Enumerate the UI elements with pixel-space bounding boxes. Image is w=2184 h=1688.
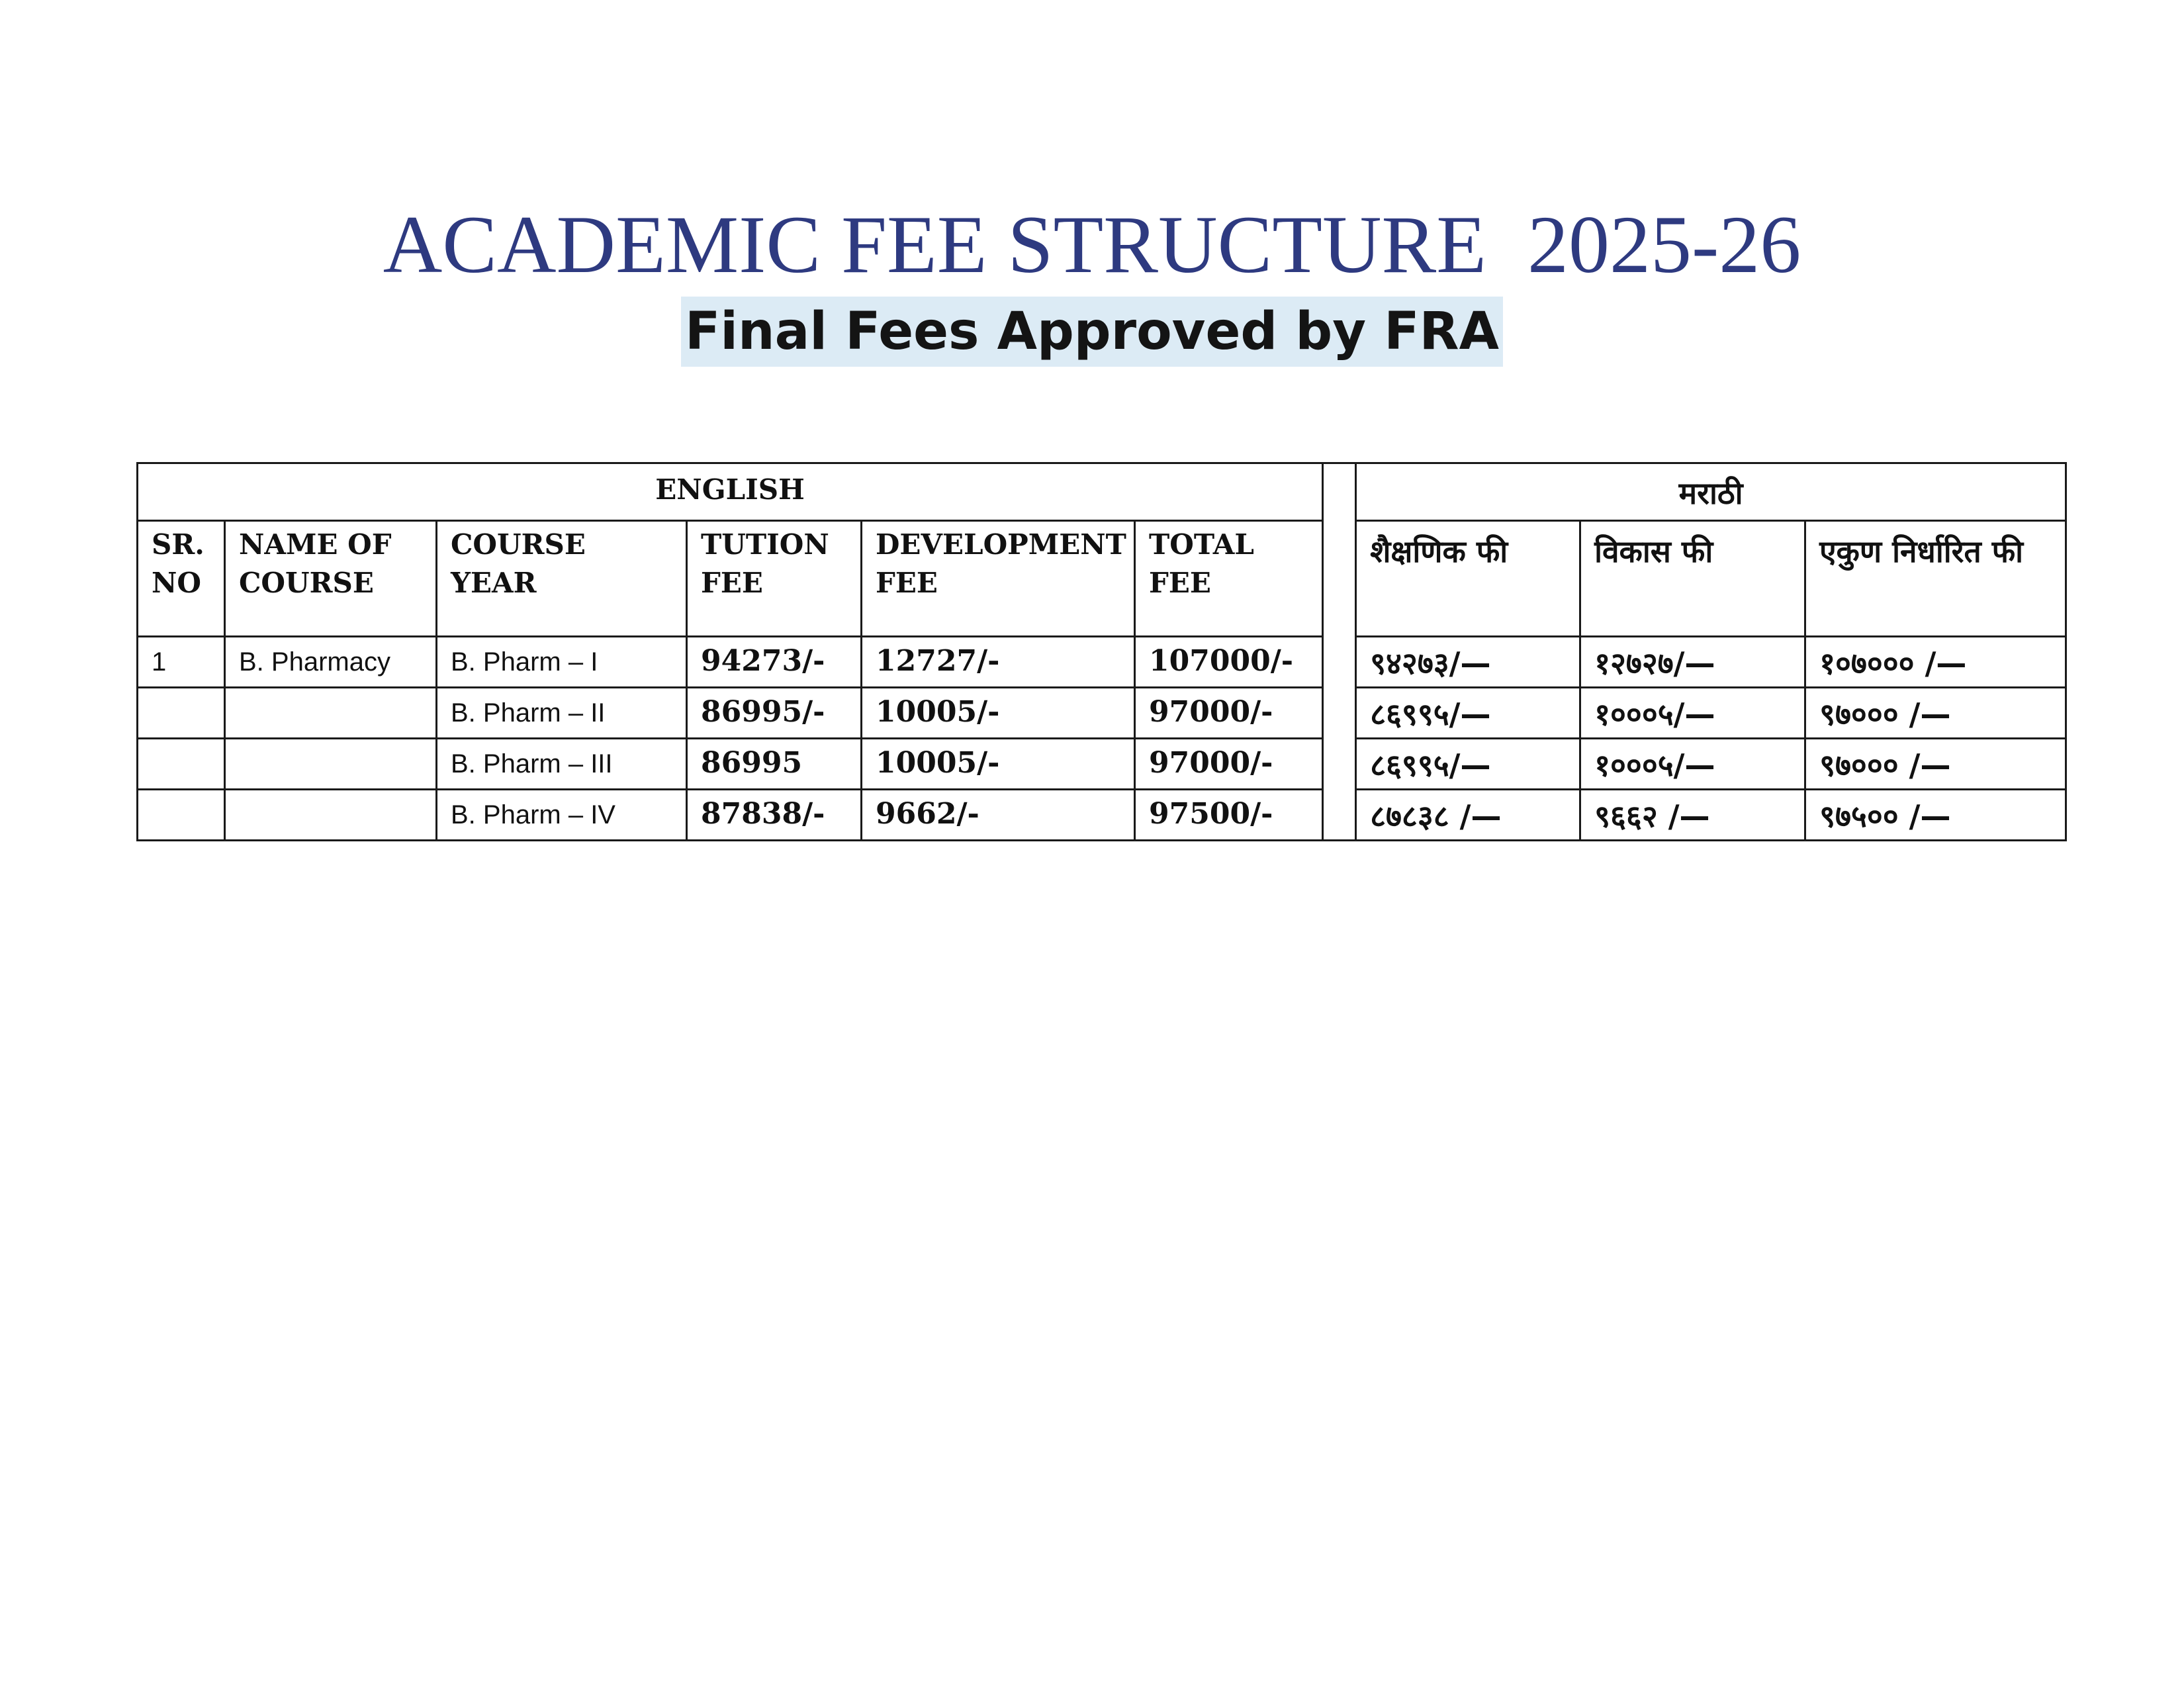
column-header-marathi-tuition: शैक्षणिक फी [1356,521,1580,637]
course-name-cell [225,739,437,790]
column-header-development-fee: DEVELOPMENT FEE [862,521,1135,637]
tuition-fee-cell: 94273/- [687,637,862,688]
column-header-course-year: COURSE YEAR [437,521,687,637]
marathi-tuition-cell: ८६९९५/— [1356,739,1580,790]
course-year-cell: B. Pharm – I [437,637,687,688]
marathi-total-cell: ९७५०० /— [1805,790,2066,841]
tuition-fee-cell: 86995 [687,739,862,790]
course-name-cell [225,790,437,841]
marathi-development-cell: १०००५/— [1580,739,1805,790]
marathi-development-cell: ९६६२ /— [1580,790,1805,841]
column-header-course-name: NAME OF COURSE [225,521,437,637]
marathi-tuition-cell: ८७८३८ /— [1356,790,1580,841]
tuition-fee-cell: 87838/- [687,790,862,841]
marathi-total-cell: ९७००० /— [1805,688,2066,739]
development-fee-cell: 12727/- [862,637,1135,688]
table-column-header-row [138,521,2066,637]
development-fee-cell: 9662/- [862,790,1135,841]
total-fee-cell: 107000/- [1135,637,1323,688]
development-fee-cell: 10005/- [862,688,1135,739]
table-row [138,688,2066,739]
table-group-header-row [138,463,2066,521]
section-divider-cell [1323,463,1356,841]
table-row [138,739,2066,790]
marathi-total-cell: ९७००० /— [1805,739,2066,790]
sr-no-cell: 1 [138,637,225,688]
marathi-tuition-cell: ८६९९५/— [1356,688,1580,739]
marathi-section-header: मराठी [1356,463,2066,521]
marathi-development-cell: १२७२७/— [1580,637,1805,688]
column-header-marathi-development: विकास फी [1580,521,1805,637]
marathi-tuition-cell: ९४२७३/— [1356,637,1580,688]
marathi-total-cell: १०७००० /— [1805,637,2066,688]
column-header-total-fee: TOTAL FEE [1135,521,1323,637]
total-fee-cell: 97000/- [1135,688,1323,739]
fee-table [136,462,2067,841]
sr-no-cell [138,688,225,739]
sr-no-cell [138,790,225,841]
english-section-header: ENGLISH [138,463,1323,521]
page-subtitle: Final Fees Approved by FRA [681,297,1503,367]
total-fee-cell: 97000/- [1135,739,1323,790]
table-row [138,790,2066,841]
course-name-cell: B. Pharmacy [225,637,437,688]
column-header-marathi-total: एकुण निर्धारित फी [1805,521,2066,637]
table-row [138,637,2066,688]
marathi-development-cell: १०००५/— [1580,688,1805,739]
sr-no-cell [138,739,225,790]
subtitle-container [0,297,2184,367]
column-header-sr-no: SR. NO [138,521,225,637]
course-name-cell [225,688,437,739]
page-title: ACADEMIC FEE STRUCTURE 2025-26 [383,199,1801,290]
course-year-cell: B. Pharm – III [437,739,687,790]
course-year-cell: B. Pharm – IV [437,790,687,841]
total-fee-cell: 97500/- [1135,790,1323,841]
development-fee-cell: 10005/- [862,739,1135,790]
tuition-fee-cell: 86995/- [687,688,862,739]
column-header-tuition-fee: TUTION FEE [687,521,862,637]
course-year-cell: B. Pharm – II [437,688,687,739]
